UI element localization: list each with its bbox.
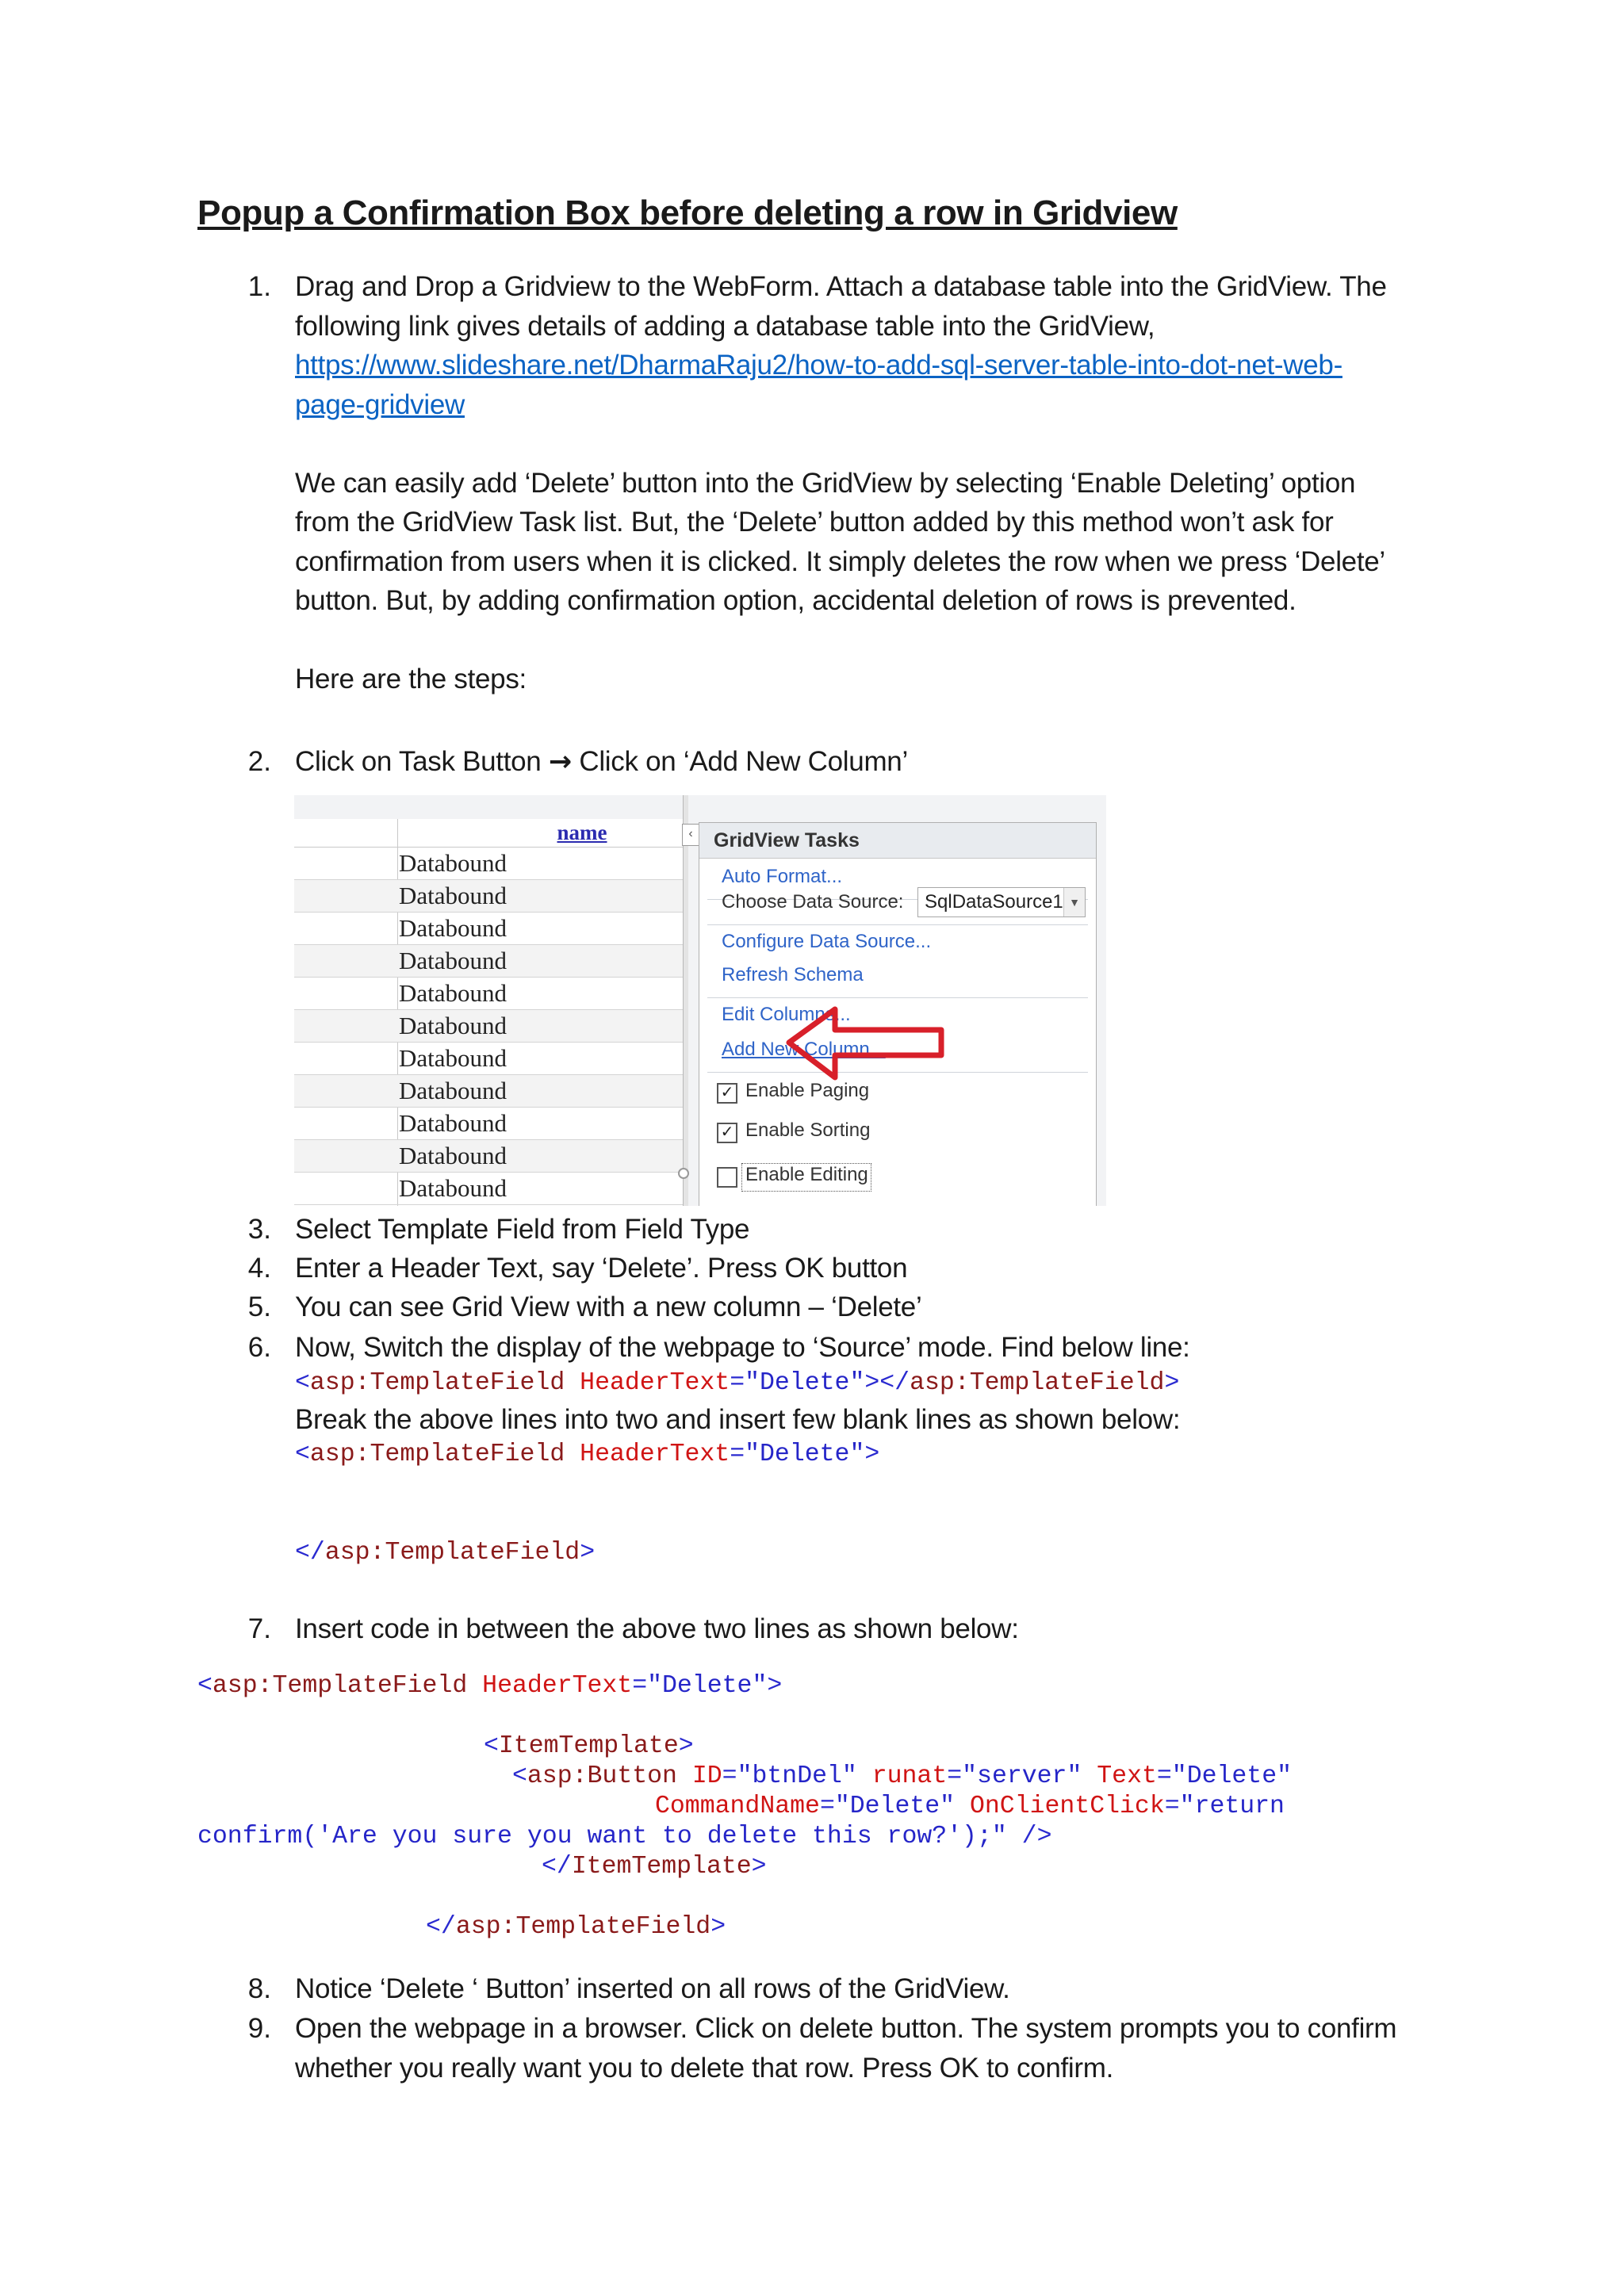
- step-2-text: Click on Task Button → Click on ‘Add New Column’: [295, 746, 908, 778]
- step-4-number: 4.: [247, 1253, 271, 1284]
- step-6-text-2: Break the above lines into two and insert few blank lines as shown below:: [295, 1404, 1181, 1435]
- code-line-close-templatefield: </asp:TemplateField>: [295, 1539, 596, 1567]
- steps-intro: Here are the steps:: [295, 664, 527, 695]
- enable-paging-label: Enable Paging: [745, 1080, 870, 1101]
- table-row: Databound: [294, 945, 683, 978]
- page-title: Popup a Confirmation Box before deleting a row in Gridview: [197, 193, 1178, 232]
- table-row: Databound: [294, 1010, 683, 1043]
- step-1-line-1: Drag and Drop a Gridview to the WebForm. Attach a database table into the GridView. The: [295, 271, 1387, 302]
- step-1-line-2: following link gives details of adding a database table into the GridView,: [295, 310, 1155, 342]
- enable-editing-label: Enable Editing: [745, 1164, 868, 1185]
- step-9-text: [295, 2009, 1437, 2087]
- resize-handle-icon[interactable]: [678, 1168, 689, 1179]
- slideshare-link-continued[interactable]: page-gridview: [295, 388, 465, 420]
- enable-sorting-label: Enable Sorting: [745, 1119, 871, 1141]
- step-9-line-1: Open the webpage in a browser. Click on delete button. The system prompts you to confirm: [295, 2013, 1397, 2044]
- step-7-text: Insert code in between the above two lines as shown below:: [295, 1613, 1019, 1644]
- step-1-text: [295, 267, 1437, 699]
- step-1-paragraph-line-3: confirmation from users when it is clicked. It simply deletes the row when we press ‘Delete’: [295, 545, 1385, 577]
- table-row: Databound: [294, 1075, 683, 1108]
- step-7-number: 7.: [247, 1613, 271, 1644]
- code-block-open-templatefield: <asp:TemplateField HeaderText="Delete">: [197, 1672, 783, 1700]
- smart-tag-chevron-icon[interactable]: ‹: [682, 824, 699, 846]
- step-1-paragraph-line-4: button. But, by adding confirmation option, accidental deletion of rows is prevented.: [295, 585, 1297, 616]
- table-row: Databound: [294, 1108, 683, 1140]
- step-5-text: You can see Grid View with a new column – ‘Delete’: [295, 1292, 922, 1322]
- table-row: Databound: [294, 978, 683, 1010]
- code-block-button-line-2: CommandName="Delete" OnClientClick="return: [655, 1793, 1285, 1820]
- step-5-number: 5.: [247, 1292, 271, 1322]
- step-4-text: Enter a Header Text, say ‘Delete’. Press OK button: [295, 1253, 908, 1284]
- step-9-line-2: whether you really want you to delete that row. Press OK to confirm.: [295, 2052, 1114, 2084]
- configure-data-source-link[interactable]: Configure Data Source...: [722, 931, 932, 952]
- step-6-text: Now, Switch the display of the webpage to ‘Source’ mode. Find below line:: [295, 1332, 1190, 1363]
- step-3-number: 3.: [247, 1214, 271, 1245]
- red-arrow-icon: [786, 1001, 944, 1089]
- grid-header: [294, 819, 683, 848]
- slideshare-link[interactable]: https://www.slideshare.net/DharmaRaju2/how-to-add-sql-server-table-into-dot-net-web-: [295, 350, 1342, 381]
- gridview-preview: [294, 819, 683, 1206]
- chevron-down-icon: ▼: [1063, 888, 1085, 916]
- table-row: Databound: [294, 848, 683, 880]
- enable-paging-checkbox[interactable]: ✓: [717, 1083, 737, 1104]
- code-block-close-itemtemplate: </ItemTemplate>: [542, 1853, 767, 1881]
- grid-header-name: name: [557, 821, 607, 844]
- step-1-paragraph-line-1: We can easily add ‘Delete’ button into the GridView by selecting ‘Enable Deleting’ option: [295, 467, 1356, 499]
- panel-splitter[interactable]: [683, 795, 688, 1206]
- step-8-number: 8.: [247, 1973, 271, 2004]
- data-source-select[interactable]: [917, 887, 1086, 917]
- step-9-number: 9.: [247, 2013, 271, 2044]
- step-1-number: 1.: [247, 271, 271, 302]
- code-block-button-line-1: <asp:Button ID="btnDel" runat="server" Text="Delete": [512, 1762, 1293, 1790]
- step-1-paragraph-line-2: from the GridView Task list. But, the ‘Delete’ button added by this method won’t ask for: [295, 507, 1334, 538]
- code-block-open-itemtemplate: <ItemTemplate>: [484, 1732, 694, 1760]
- divider: [707, 997, 1088, 998]
- table-row: Databound: [294, 913, 683, 945]
- step-6-number: 6.: [247, 1332, 271, 1363]
- table-row: Databound: [294, 1173, 683, 1205]
- divider: [707, 924, 1088, 925]
- choose-data-source-label: Choose Data Source:: [722, 891, 904, 913]
- tasks-title: GridView Tasks: [714, 829, 860, 851]
- add-new-column-link[interactable]: Add New Column...: [722, 1039, 886, 1060]
- edit-columns-link[interactable]: Edit Columns...: [722, 1004, 851, 1025]
- gridview-tasks-screenshot: [294, 795, 1106, 1206]
- code-block-button-line-3: confirm('Are you sure you want to delete this row?');" />: [197, 1823, 1052, 1850]
- enable-sorting-checkbox[interactable]: ✓: [717, 1123, 737, 1143]
- auto-format-link[interactable]: Auto Format...: [722, 866, 843, 887]
- code-block-close-templatefield: </asp:TemplateField>: [426, 1913, 726, 1941]
- enable-editing-checkbox[interactable]: [717, 1167, 737, 1188]
- table-row: Databound: [294, 880, 683, 913]
- tasks-header: [699, 823, 1096, 859]
- refresh-schema-link[interactable]: Refresh Schema: [722, 964, 864, 985]
- step-8-text: Notice ‘Delete ‘ Button’ inserted on all rows of the GridView.: [295, 1973, 1010, 2004]
- data-source-value: SqlDataSource1: [925, 891, 1063, 913]
- table-row: Databound: [294, 1140, 683, 1173]
- table-row: Databound: [294, 1043, 683, 1075]
- step-3-text: Select Template Field from Field Type: [295, 1214, 750, 1245]
- step-2-number: 2.: [247, 746, 271, 777]
- right-arrow-icon: →: [548, 746, 572, 778]
- grid-rows: [294, 848, 683, 1205]
- code-line-open-templatefield: <asp:TemplateField HeaderText="Delete">: [295, 1441, 880, 1468]
- code-line-single-templatefield: <asp:TemplateField HeaderText="Delete"></asp:TemplateField>: [295, 1369, 1180, 1397]
